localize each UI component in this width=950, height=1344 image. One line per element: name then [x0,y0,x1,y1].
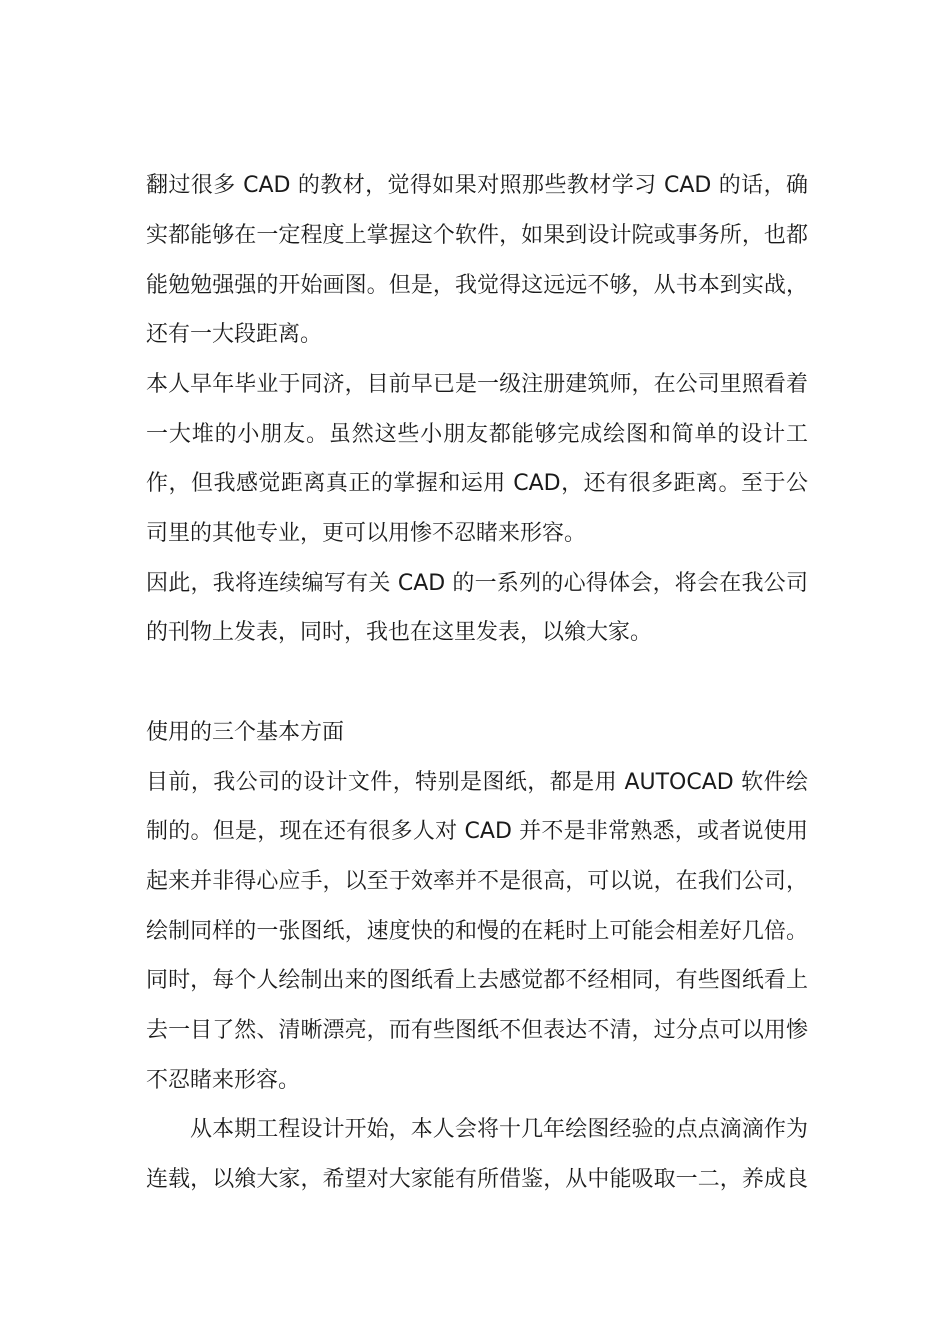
text-line: 绘制同样的一张图纸，速度快的和慢的在耗时上可能会相差好几倍。 [146,919,808,944]
text-line: 翻过很多 CAD 的教材，觉得如果对照那些教材学习 CAD 的话，确 [146,173,808,198]
text-line: 作，但我感觉距离真正的掌握和运用 CAD，还有很多距离。至于公 [146,471,808,496]
text-line: 从本期工程设计开始，本人会将十几年绘图经验的点点滴滴作为 [190,1117,808,1142]
text-line: 因此，我将连续编写有关 CAD 的一系列的心得体会，将会在我公司 [146,571,808,596]
text-line: 能勉勉强强的开始画图。但是，我觉得这远远不够，从书本到实战， [146,273,808,298]
text-line: 还有一大段距离。 [146,322,323,347]
text-line: 去一目了然、清晰漂亮，而有些图纸不但表达不清，过分点可以用惨 [146,1018,808,1043]
text-line: 不忍睹来形容。 [146,1068,301,1093]
text-line: 一大堆的小朋友。虽然这些小朋友都能够完成绘图和简单的设计工 [146,422,808,447]
text-line: 本人早年毕业于同济，目前早已是一级注册建筑师，在公司里照看着 [146,372,808,397]
text-line: 同时，每个人绘制出来的图纸看上去感觉都不经相同，有些图纸看上 [146,968,808,993]
text-line: 司里的其他专业，更可以用惨不忍睹来形容。 [146,521,587,546]
text-line: 连载，以飨大家，希望对大家能有所借鉴，从中能吸取一二，养成良 [146,1167,808,1192]
section-heading: 使用的三个基本方面 [146,720,345,745]
text-line: 制的。但是，现在还有很多人对 CAD 并不是非常熟悉，或者说使用 [146,819,808,844]
text-line: 实都能够在一定程度上掌握这个软件，如果到设计院或事务所，也都 [146,223,808,248]
text-line: 起来并非得心应手，以至于效率并不是很高，可以说，在我们公司， [146,869,808,894]
text-line: 的刊物上发表，同时，我也在这里发表，以飨大家。 [146,620,653,645]
text-line: 目前，我公司的设计文件，特别是图纸，都是用 AUTOCAD 软件绘 [146,770,808,795]
